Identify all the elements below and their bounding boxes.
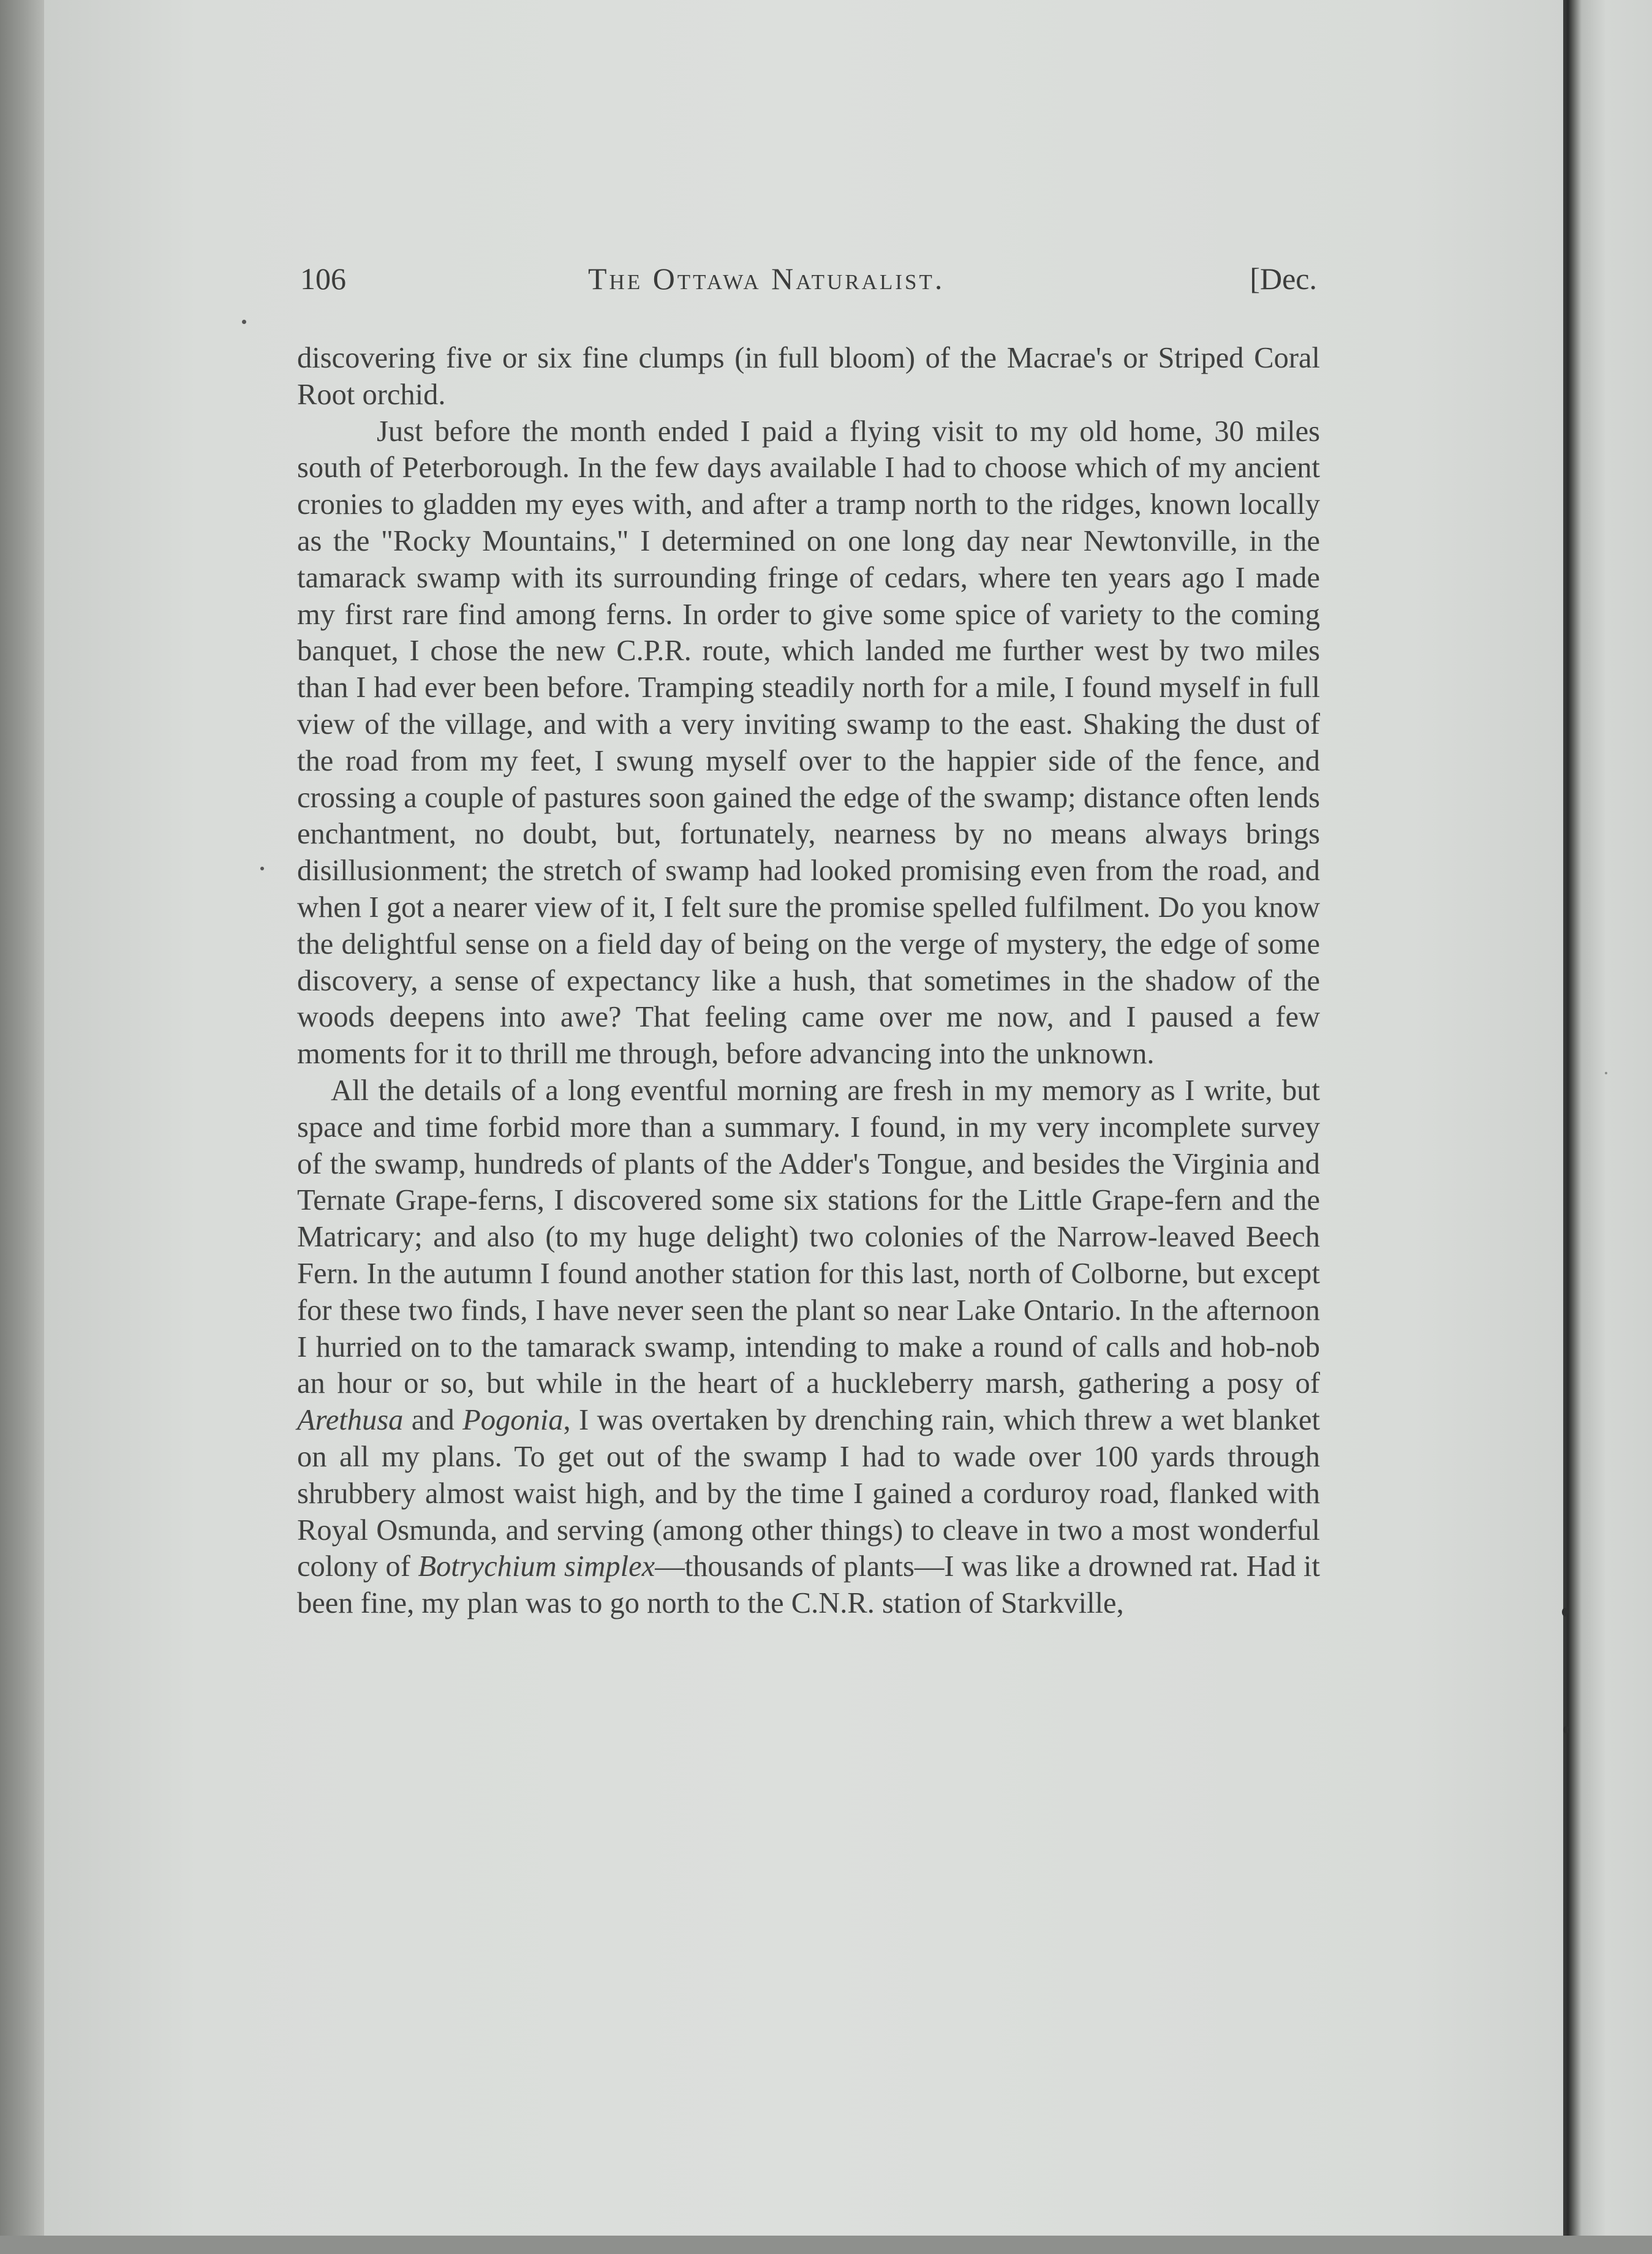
issue-month: [Dec. xyxy=(1250,262,1317,296)
dust-speck xyxy=(242,320,246,324)
dust-speck xyxy=(1563,1726,1569,1733)
article-body xyxy=(297,340,1320,1622)
running-header xyxy=(300,257,1317,300)
paragraph xyxy=(297,1072,1320,1622)
facing-page-edge xyxy=(1563,0,1652,2254)
dust-speck xyxy=(260,867,264,870)
book-binding-edge xyxy=(0,0,44,2254)
paragraph-text: All the details of a long eventful morning are fresh in my memory as I write, but space and time forbid more than a summary. I found, in my very incomplete survey of the swamp, hundreds of plants of the Adder's Tongue, and besides the Virginia and Ternate Grape-ferns, I discovered some six stations for the Little Grape-fern and the Matricary; and also (to my huge delight) two colonies of the Narrow-leaved Beech Fern. In the autumn I found another station for this last, north of Colborne, but except for these two finds, I have never seen the plant so near Lake Ontario. In the afternoon I hurried on to the tamarack swamp, intending to make a round of calls and hob-nob an hour or so, but while in the heart of a huckleberry marsh, gathering a posy of xyxy=(297,1074,1320,1400)
paragraph-text: —thousands of plants—I was like a drowned rat. Had it been fine, my plan was to go north to the C.N.R. station of Starkville, xyxy=(297,1550,1320,1620)
paragraph-continued: discovering five or six fine clumps (in full bloom) of the Macrae's or Striped Coral Root orchid. xyxy=(297,342,1320,411)
running-title: The Ottawa Naturalist. xyxy=(588,262,945,296)
paragraph: Just before the month ended I paid a flying visit to my old home, 30 miles south of Peterborough. In the few days available I had to choose which of my ancient cronies to gladden my eyes with, and after a tramp north to the ridges, known locally as the "Rocky Mountains," I determined on one long day near Newtonville, in the tamarack swamp with its surrounding fringe of cedars, where ten years ago I made my first rare find among ferns. In order to give some spice of variety to the coming banquet, I chose the new C.P.R. route, which landed me further west by two miles than I had ever been before. Tramping steadily north for a mile, I found myself in full view of the village, and with a very inviting swamp to the east. Shaking the dust of the road from my feet, I swung myself over to the happier side of the fence, and crossing a couple of pastures soon gained the edge of the swamp; distance often lends enchantment, no doubt, but, fortunately, nearness by no means always brings disillusionment; the stretch of swamp had looked promising even from the road, and when I got a nearer view of it, I felt sure the promise spelled fulfilment. Do you know the delightful sense on a field day of being on the verge of mystery, the edge of some discovery, a sense of expectancy like a hush, that sometimes in the shadow of the woods deepens into awe? That feeling came over me now, and I paused a few moments for it to thrill me through, before advancing into the unknown. xyxy=(297,415,1320,1071)
paragraph-text: , I was overtaken by drenching rain, which threw a wet blanket on all my plans. To get out of the swamp I had to wade over 100 yards through shrubbery almost waist high, and by the time I gained a corduroy road, flanked with Royal Osmunda, and serving (among other things) to cleave in two a most wonderful colony of xyxy=(297,1404,1321,1583)
paragraph-text: and xyxy=(411,1404,454,1437)
species-name: Botrychium simplex xyxy=(418,1550,655,1583)
page-number: 106 xyxy=(300,262,346,296)
bottom-shadow xyxy=(0,2236,1652,2254)
dust-speck xyxy=(1605,1072,1607,1074)
species-name: Arethusa xyxy=(297,1404,404,1437)
dust-speck xyxy=(1562,1608,1568,1616)
species-name: Pogonia xyxy=(462,1404,564,1437)
